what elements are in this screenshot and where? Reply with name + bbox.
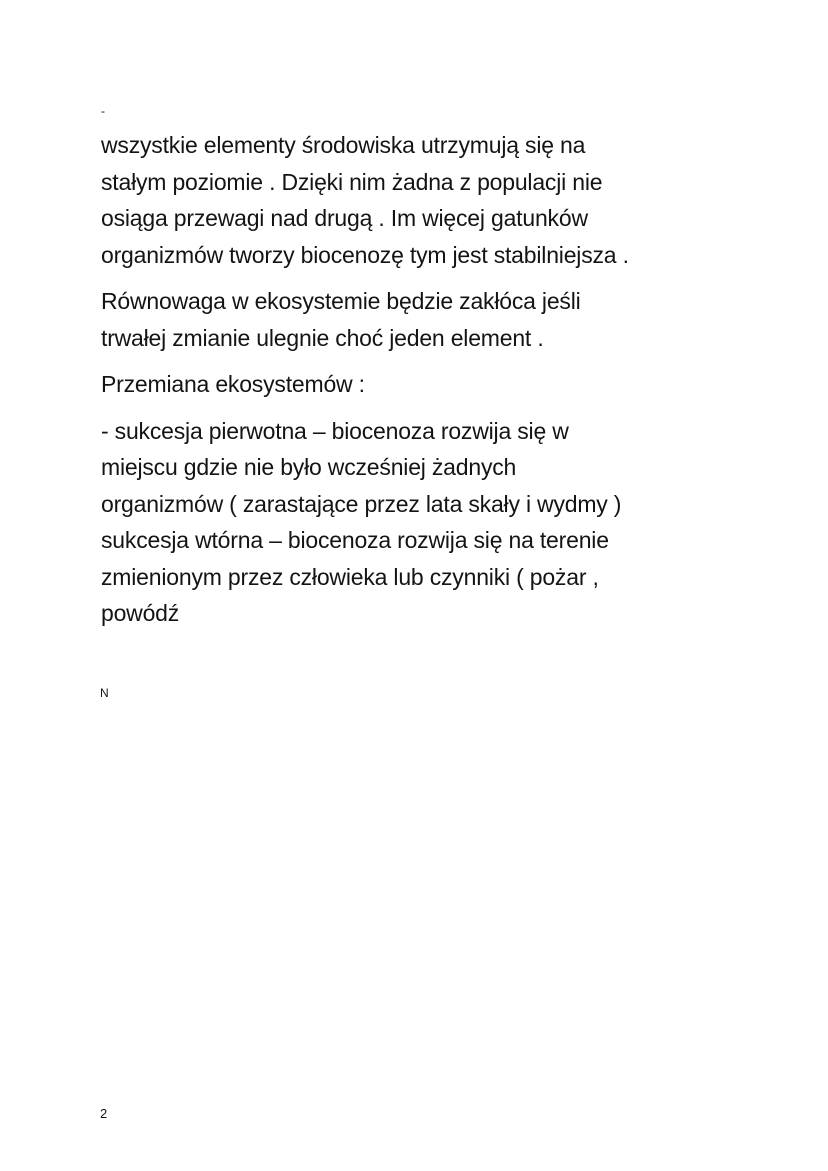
paragraph-succession — [101, 413, 801, 632]
text-line: - sukcesja pierwotna – biocenoza rozwija się w — [101, 417, 569, 444]
page-number: 2 — [100, 1106, 108, 1121]
text-line: powódź — [101, 600, 180, 626]
paragraph-equilibrium — [101, 283, 801, 356]
text-line: Równowaga w ekosystemie będzie zakłóca jeśli — [101, 288, 581, 314]
text-line: miejscu gdzie nie było wcześniej żadnych — [101, 454, 517, 480]
section-heading-ecosystem-change — [101, 366, 801, 403]
text-line: organizmów tworzy biocenozę tym jest stabilniejsza . — [101, 241, 629, 268]
paragraph-ecosystem-stability — [101, 127, 801, 273]
text-line: zmienionym przez człowieka lub czynniki ( pożar , — [101, 563, 599, 590]
text-line: organizmów ( zarastające przez lata skały i wydmy ) — [101, 490, 622, 517]
text-line: wszystkie elementy środowiska utrzymują się na — [101, 132, 586, 158]
top-dash-mark: - — [101, 104, 105, 118]
text-line: Przemiana ekosystemów : — [101, 371, 365, 397]
text-line: trwałej zmianie ulegnie choć jeden element . — [101, 324, 544, 351]
body-text — [101, 127, 801, 642]
text-line: osiąga przewagi nad drugą . Im więcej gatunków — [101, 205, 588, 231]
stray-letter-mark: N — [100, 686, 109, 700]
text-line: sukcesja wtórna – biocenoza rozwija się na terenie — [101, 527, 609, 553]
text-line: stałym poziomie . Dzięki nim żadna z populacji nie — [101, 168, 603, 195]
